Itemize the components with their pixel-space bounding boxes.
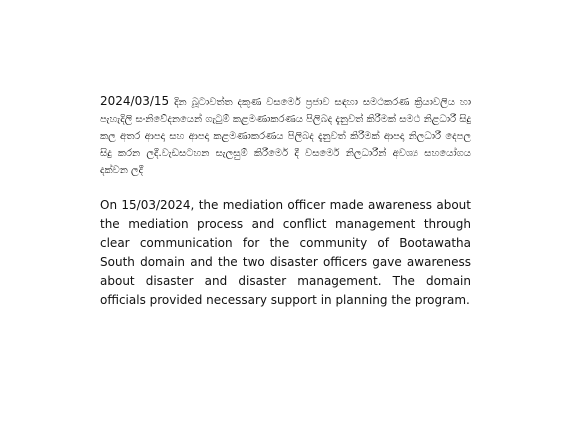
report-date: 2024/03/15 [100,94,170,108]
sinhala-text: දින බූටාවත්ත දකුණ වසමෙර් ප්‍රජාව සඳහා සමථකරණ ක්‍රියාවලිය හා පැහැදිලි සංනිවේදනයෙන් ගැටුම් කළමණාකරණය පිලිබද දැනුවත් කිරීමක් සමථ නිළධාරී සිදු කල අතර ආපදා සහ ආපදා කළමණාකරණය පිලිබද දැනුවත් කිරීමක් ආපදා නිලධාරී දෙපල සිදු කරන ලදී.වැඩසටහන සැලසුම් කිරීමෙර් දී වසමෙර් නිලධාරීන් අවශ්‍ය සහයෝගය දක්වන ලදී [100,97,471,176]
sinhala-paragraph [100,93,471,179]
document-body [100,93,471,310]
english-paragraph: On 15/03/2024, the mediation officer made awareness about the mediation process and conflict management through clear communication for the community of Bootawatha South domain and the two disaster officers gave awareness about disaster and disaster management. The domain officials provided necessary support in planning the program. [100,198,471,307]
